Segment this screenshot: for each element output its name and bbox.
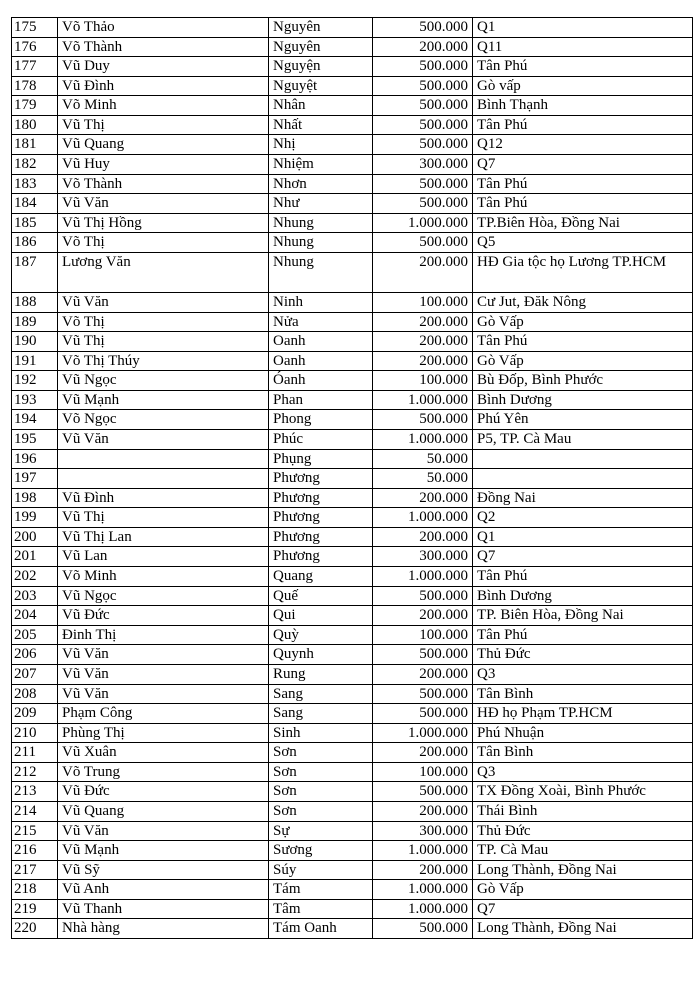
- table-row: [12, 410, 693, 430]
- table-row: [12, 586, 693, 606]
- table-row: [12, 96, 693, 116]
- row-number: 201: [12, 547, 58, 567]
- donation-amount: 500.000: [373, 410, 473, 430]
- table-row: [12, 723, 693, 743]
- donation-amount: 1.000.000: [373, 723, 473, 743]
- donation-amount: 100.000: [373, 292, 473, 312]
- donation-amount: 1.000.000: [373, 841, 473, 861]
- donor-given-name: Nguyên: [269, 18, 373, 38]
- table-row: [12, 645, 693, 665]
- donor-surname: Nhà hàng: [58, 919, 269, 939]
- donor-given-name: Quỳ: [269, 625, 373, 645]
- donor-given-name: Nhị: [269, 135, 373, 155]
- donor-given-name: Nửa: [269, 312, 373, 332]
- row-number: 209: [12, 704, 58, 724]
- row-number: 204: [12, 606, 58, 626]
- table-row: [12, 371, 693, 391]
- donor-surname: Vũ Văn: [58, 821, 269, 841]
- donation-amount: 500.000: [373, 174, 473, 194]
- table-row: [12, 233, 693, 253]
- donor-location: Tân Phú: [473, 567, 693, 587]
- donation-amount: 500.000: [373, 76, 473, 96]
- donor-surname: Vũ Quang: [58, 135, 269, 155]
- donation-amount: 300.000: [373, 155, 473, 175]
- donor-given-name: Nguyệt: [269, 76, 373, 96]
- table-row: [12, 684, 693, 704]
- donor-table: [11, 17, 693, 939]
- table-row: [12, 174, 693, 194]
- donor-surname: Vũ Thị: [58, 115, 269, 135]
- donor-given-name: Óanh: [269, 371, 373, 391]
- donation-amount: 100.000: [373, 762, 473, 782]
- donor-location: Q5: [473, 233, 693, 253]
- donation-amount: 500.000: [373, 782, 473, 802]
- donor-location: TP. Cà Mau: [473, 841, 693, 861]
- donation-amount: 500.000: [373, 919, 473, 939]
- row-number: 192: [12, 371, 58, 391]
- donor-surname: Vũ Thị Lan: [58, 527, 269, 547]
- donor-given-name: Nguyên: [269, 37, 373, 57]
- row-number: 175: [12, 18, 58, 38]
- row-number: 218: [12, 880, 58, 900]
- donor-location: Gò Vấp: [473, 351, 693, 371]
- donor-given-name: Nhung: [269, 252, 373, 292]
- donor-location: [473, 449, 693, 469]
- table-row: [12, 860, 693, 880]
- donation-amount: 1.000.000: [373, 429, 473, 449]
- donor-given-name: Phương: [269, 469, 373, 489]
- donor-location: Q3: [473, 762, 693, 782]
- donor-surname: Võ Thị Thúy: [58, 351, 269, 371]
- donation-amount: 50.000: [373, 469, 473, 489]
- donor-location: Tân Phú: [473, 115, 693, 135]
- table-row: [12, 252, 693, 292]
- row-number: 196: [12, 449, 58, 469]
- table-row: [12, 547, 693, 567]
- table-row: [12, 664, 693, 684]
- row-number: 205: [12, 625, 58, 645]
- donor-location: Bình Dương: [473, 390, 693, 410]
- table-row: [12, 919, 693, 939]
- donation-amount: 200.000: [373, 743, 473, 763]
- row-number: 190: [12, 332, 58, 352]
- donation-amount: 200.000: [373, 252, 473, 292]
- table-row: [12, 841, 693, 861]
- donor-location: Gò vấp: [473, 76, 693, 96]
- donor-location: TP.Biên Hòa, Đồng Nai: [473, 213, 693, 233]
- donor-surname: Vũ Thanh: [58, 899, 269, 919]
- donor-location: Tân Phú: [473, 57, 693, 77]
- table-row: [12, 37, 693, 57]
- donation-amount: 200.000: [373, 351, 473, 371]
- donor-surname: Võ Ngọc: [58, 410, 269, 430]
- donor-location: Tân Bình: [473, 684, 693, 704]
- donor-location: Phú Nhuận: [473, 723, 693, 743]
- donor-location: Bình Dương: [473, 586, 693, 606]
- donor-given-name: Quynh: [269, 645, 373, 665]
- donor-location: Đồng Nai: [473, 488, 693, 508]
- donation-amount: 200.000: [373, 488, 473, 508]
- donation-amount: 1.000.000: [373, 508, 473, 528]
- donation-amount: 500.000: [373, 57, 473, 77]
- donor-given-name: Tám: [269, 880, 373, 900]
- table-row: [12, 76, 693, 96]
- donor-location: TX Đồng Xoài, Bình Phước: [473, 782, 693, 802]
- table-row: [12, 625, 693, 645]
- donor-surname: Vũ Lan: [58, 547, 269, 567]
- row-number: 219: [12, 899, 58, 919]
- donor-surname: Vũ Văn: [58, 664, 269, 684]
- row-number: 182: [12, 155, 58, 175]
- table-row: [12, 351, 693, 371]
- donor-location: Q2: [473, 508, 693, 528]
- donation-amount: 500.000: [373, 645, 473, 665]
- donation-amount: 500.000: [373, 115, 473, 135]
- donor-surname: [58, 469, 269, 489]
- donor-surname: Võ Trung: [58, 762, 269, 782]
- donor-location: P5, TP. Cà Mau: [473, 429, 693, 449]
- donor-location: Tân Bình: [473, 743, 693, 763]
- donation-amount: 300.000: [373, 821, 473, 841]
- donor-given-name: Súy: [269, 860, 373, 880]
- donor-surname: Phạm Công: [58, 704, 269, 724]
- donation-amount: 100.000: [373, 625, 473, 645]
- donation-amount: 500.000: [373, 586, 473, 606]
- donor-given-name: Nhiệm: [269, 155, 373, 175]
- table-row: [12, 469, 693, 489]
- donor-surname: Vũ Huy: [58, 155, 269, 175]
- donor-given-name: Nhân: [269, 96, 373, 116]
- donation-amount: 500.000: [373, 18, 473, 38]
- donation-amount: 1.000.000: [373, 390, 473, 410]
- donor-given-name: Phương: [269, 508, 373, 528]
- donor-given-name: Nhung: [269, 213, 373, 233]
- donor-location: Phú Yên: [473, 410, 693, 430]
- donor-location: HĐ Gia tộc họ Lương TP.HCM: [473, 252, 693, 292]
- donation-amount: 1.000.000: [373, 213, 473, 233]
- donor-location: Q7: [473, 899, 693, 919]
- donation-amount: 500.000: [373, 233, 473, 253]
- row-number: 178: [12, 76, 58, 96]
- donation-amount: 500.000: [373, 135, 473, 155]
- donor-location: Q1: [473, 18, 693, 38]
- row-number: 200: [12, 527, 58, 547]
- table-row: [12, 880, 693, 900]
- donor-list-page: [11, 17, 693, 939]
- table-row: [12, 390, 693, 410]
- table-row: [12, 527, 693, 547]
- table-row: [12, 429, 693, 449]
- donor-surname: Vũ Quang: [58, 801, 269, 821]
- donor-given-name: Sang: [269, 684, 373, 704]
- donation-amount: 200.000: [373, 332, 473, 352]
- donor-surname: Võ Thành: [58, 37, 269, 57]
- table-row: [12, 135, 693, 155]
- donor-given-name: Phương: [269, 488, 373, 508]
- row-number: 197: [12, 469, 58, 489]
- donation-amount: 200.000: [373, 801, 473, 821]
- donor-surname: Võ Thảo: [58, 18, 269, 38]
- row-number: 212: [12, 762, 58, 782]
- donor-surname: Vũ Thị: [58, 332, 269, 352]
- donor-location: Q7: [473, 155, 693, 175]
- donor-location: Gò Vấp: [473, 880, 693, 900]
- donor-surname: Đinh Thị: [58, 625, 269, 645]
- row-number: 206: [12, 645, 58, 665]
- donation-amount: 1.000.000: [373, 880, 473, 900]
- donor-surname: Vũ Văn: [58, 429, 269, 449]
- donor-surname: Võ Minh: [58, 567, 269, 587]
- row-number: 194: [12, 410, 58, 430]
- donation-amount: 1.000.000: [373, 567, 473, 587]
- table-row: [12, 292, 693, 312]
- donor-given-name: Sương: [269, 841, 373, 861]
- donor-location: Q7: [473, 547, 693, 567]
- table-row: [12, 567, 693, 587]
- table-row: [12, 213, 693, 233]
- donor-given-name: Rung: [269, 664, 373, 684]
- donor-location: Gò Vấp: [473, 312, 693, 332]
- donor-surname: Vũ Văn: [58, 292, 269, 312]
- donor-surname: Vũ Văn: [58, 194, 269, 214]
- row-number: 193: [12, 390, 58, 410]
- donor-surname: Vũ Xuân: [58, 743, 269, 763]
- donor-location: Q12: [473, 135, 693, 155]
- donor-location: Bình Thạnh: [473, 96, 693, 116]
- row-number: 207: [12, 664, 58, 684]
- donor-given-name: Tâm: [269, 899, 373, 919]
- row-number: 198: [12, 488, 58, 508]
- donor-given-name: Nguyện: [269, 57, 373, 77]
- donation-amount: 50.000: [373, 449, 473, 469]
- donor-surname: Vũ Mạnh: [58, 390, 269, 410]
- donor-surname: Vũ Văn: [58, 684, 269, 704]
- row-number: 179: [12, 96, 58, 116]
- table-row: [12, 782, 693, 802]
- donor-given-name: Oanh: [269, 332, 373, 352]
- table-row: [12, 194, 693, 214]
- donation-amount: 200.000: [373, 860, 473, 880]
- row-number: 183: [12, 174, 58, 194]
- donor-surname: Võ Thị: [58, 233, 269, 253]
- donor-location: Q3: [473, 664, 693, 684]
- donor-surname: Vũ Đình: [58, 488, 269, 508]
- donor-given-name: Nhung: [269, 233, 373, 253]
- donor-given-name: Sơn: [269, 762, 373, 782]
- donor-surname: Vũ Ngọc: [58, 586, 269, 606]
- row-number: 202: [12, 567, 58, 587]
- donation-amount: 500.000: [373, 684, 473, 704]
- donor-surname: Vũ Mạnh: [58, 841, 269, 861]
- donor-location: Q11: [473, 37, 693, 57]
- donor-location: TP. Biên Hòa, Đồng Nai: [473, 606, 693, 626]
- donor-surname: Vũ Thị Hồng: [58, 213, 269, 233]
- donation-amount: 100.000: [373, 371, 473, 391]
- donation-amount: 200.000: [373, 37, 473, 57]
- donor-location: [473, 469, 693, 489]
- table-row: [12, 762, 693, 782]
- donation-amount: 200.000: [373, 527, 473, 547]
- table-row: [12, 332, 693, 352]
- donor-given-name: Phương: [269, 527, 373, 547]
- table-row: [12, 704, 693, 724]
- donor-given-name: Sinh: [269, 723, 373, 743]
- row-number: 213: [12, 782, 58, 802]
- donor-location: Thái Bình: [473, 801, 693, 821]
- table-row: [12, 115, 693, 135]
- donor-location: Tân Phú: [473, 625, 693, 645]
- donor-surname: Vũ Văn: [58, 645, 269, 665]
- table-row: [12, 312, 693, 332]
- donor-given-name: Oanh: [269, 351, 373, 371]
- donor-surname: Vũ Duy: [58, 57, 269, 77]
- donor-surname: Vũ Sỹ: [58, 860, 269, 880]
- row-number: 188: [12, 292, 58, 312]
- donor-location: Cư Jut, Đăk Nông: [473, 292, 693, 312]
- donor-surname: Vũ Đình: [58, 76, 269, 96]
- table-row: [12, 508, 693, 528]
- donation-amount: 1.000.000: [373, 899, 473, 919]
- table-row: [12, 57, 693, 77]
- donation-amount: 500.000: [373, 704, 473, 724]
- donor-given-name: Nhất: [269, 115, 373, 135]
- table-row: [12, 18, 693, 38]
- donor-given-name: Sang: [269, 704, 373, 724]
- row-number: 181: [12, 135, 58, 155]
- donor-given-name: Phong: [269, 410, 373, 430]
- row-number: 195: [12, 429, 58, 449]
- donor-given-name: Như: [269, 194, 373, 214]
- donor-location: HĐ họ Phạm TP.HCM: [473, 704, 693, 724]
- donor-surname: Võ Minh: [58, 96, 269, 116]
- donor-surname: Vũ Ngọc: [58, 371, 269, 391]
- donor-location: Tân Phú: [473, 332, 693, 352]
- row-number: 217: [12, 860, 58, 880]
- donor-surname: Võ Thành: [58, 174, 269, 194]
- donor-surname: Lương Văn: [58, 252, 269, 292]
- donor-given-name: Phụng: [269, 449, 373, 469]
- donor-location: Thủ Đức: [473, 645, 693, 665]
- donor-given-name: Quang: [269, 567, 373, 587]
- donor-surname: Vũ Đức: [58, 782, 269, 802]
- row-number: 211: [12, 743, 58, 763]
- table-row: [12, 606, 693, 626]
- donor-given-name: Phương: [269, 547, 373, 567]
- donation-amount: 500.000: [373, 194, 473, 214]
- row-number: 177: [12, 57, 58, 77]
- donor-given-name: Sơn: [269, 801, 373, 821]
- donor-location: Tân Phú: [473, 174, 693, 194]
- row-number: 191: [12, 351, 58, 371]
- donor-location: Thủ Đức: [473, 821, 693, 841]
- donor-location: Long Thành, Đồng Nai: [473, 919, 693, 939]
- donor-location: Tân Phú: [473, 194, 693, 214]
- donor-given-name: Tám Oanh: [269, 919, 373, 939]
- donor-surname: Vũ Thị: [58, 508, 269, 528]
- donor-surname: [58, 449, 269, 469]
- donor-given-name: Nhơn: [269, 174, 373, 194]
- table-row: [12, 488, 693, 508]
- donation-amount: 500.000: [373, 96, 473, 116]
- donor-location: Q1: [473, 527, 693, 547]
- donor-table-body: [12, 18, 693, 939]
- table-row: [12, 801, 693, 821]
- donor-given-name: Sự: [269, 821, 373, 841]
- donor-given-name: Sơn: [269, 743, 373, 763]
- row-number: 199: [12, 508, 58, 528]
- donor-given-name: Ninh: [269, 292, 373, 312]
- donor-given-name: Phan: [269, 390, 373, 410]
- table-row: [12, 449, 693, 469]
- donor-surname: Võ Thị: [58, 312, 269, 332]
- table-row: [12, 743, 693, 763]
- row-number: 180: [12, 115, 58, 135]
- row-number: 216: [12, 841, 58, 861]
- row-number: 176: [12, 37, 58, 57]
- donation-amount: 300.000: [373, 547, 473, 567]
- donor-surname: Vũ Đức: [58, 606, 269, 626]
- table-row: [12, 899, 693, 919]
- table-row: [12, 155, 693, 175]
- row-number: 220: [12, 919, 58, 939]
- donor-surname: Phùng Thị: [58, 723, 269, 743]
- donor-given-name: Phúc: [269, 429, 373, 449]
- donor-given-name: Sơn: [269, 782, 373, 802]
- donation-amount: 200.000: [373, 312, 473, 332]
- donor-given-name: Qui: [269, 606, 373, 626]
- row-number: 189: [12, 312, 58, 332]
- row-number: 187: [12, 252, 58, 292]
- row-number: 203: [12, 586, 58, 606]
- row-number: 208: [12, 684, 58, 704]
- row-number: 184: [12, 194, 58, 214]
- table-row: [12, 821, 693, 841]
- row-number: 185: [12, 213, 58, 233]
- donor-location: Long Thành, Đồng Nai: [473, 860, 693, 880]
- row-number: 210: [12, 723, 58, 743]
- row-number: 215: [12, 821, 58, 841]
- donor-location: Bù Đốp, Bình Phước: [473, 371, 693, 391]
- donor-surname: Vũ Anh: [58, 880, 269, 900]
- row-number: 186: [12, 233, 58, 253]
- donation-amount: 200.000: [373, 664, 473, 684]
- row-number: 214: [12, 801, 58, 821]
- donation-amount: 200.000: [373, 606, 473, 626]
- donor-given-name: Quế: [269, 586, 373, 606]
